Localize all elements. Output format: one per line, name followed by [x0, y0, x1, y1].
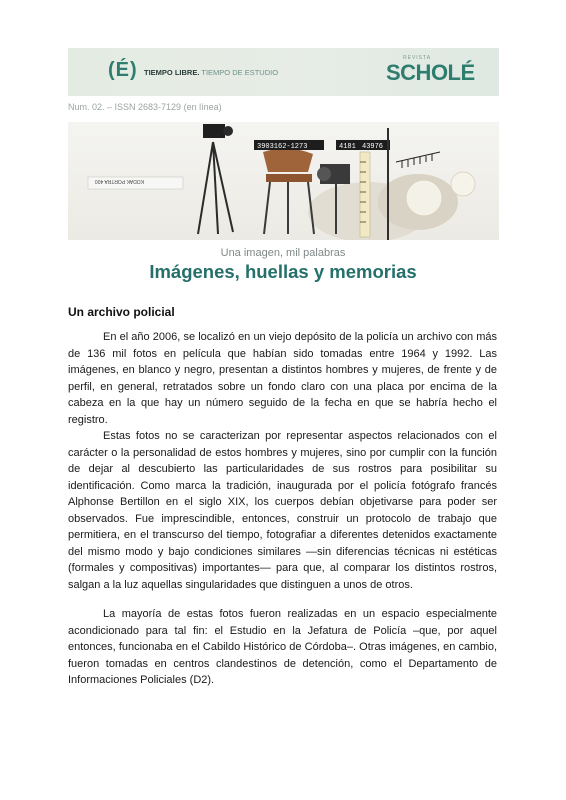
journal-tagline: [144, 68, 278, 77]
article-kicker: Una imagen, mil palabras: [220, 247, 346, 259]
section-heading: Un archivo policial: [68, 305, 175, 319]
dandelion-icon: [406, 180, 442, 216]
tagline-rest: TIEMPO DE ESTUDIO: [199, 68, 279, 77]
comb-icon: [396, 152, 440, 168]
hero-collage-image: [68, 122, 499, 240]
tagline-strong: TIEMPO LIBRE.: [144, 68, 200, 77]
body-paragraph-3: La mayoría de estas fotos fueron realizadas en un espacio especialmente acondicionado para tal fin: el Estudio en la Jefatura de Policía –que, por aquel entonces, funcionaba en el Cabildo Histórico de Córdoba–. Otras imágenes, en cambio, fueron tomadas en centros clandestinos de detención, como el Departamento de Informaciones Policiales (D2).: [68, 608, 497, 686]
journal-logo-mark: (É): [108, 59, 138, 81]
article-title: Imágenes, huellas y memorias: [149, 261, 417, 282]
dandelion-icon-2: [451, 172, 475, 196]
hero-collage-illustration: [68, 122, 499, 240]
journal-logo-name: SCHOLÉ: [386, 60, 475, 85]
film-strip-icon: [88, 177, 183, 189]
issn-line: Num. 02. – ISSN 2683-7129 (en línea): [68, 102, 222, 112]
id-plaque-3: [360, 140, 390, 151]
journal-kicker: REVISTA: [403, 55, 432, 61]
tripod-camera-icon: [198, 142, 233, 234]
svg-text:43976: 43976: [362, 143, 384, 151]
ruler-icon: [360, 152, 370, 237]
chair-icon: [263, 148, 314, 234]
svg-text:KODAK PORTRA 400: KODAK PORTRA 400: [94, 178, 144, 184]
svg-text:3903162-1273: 3903162-1273: [257, 143, 308, 151]
body-paragraph-2: Estas fotos no se caracterizan por representar aspectos relacionados con el carácter o la personalidad de estos hombres y mujeres, sino por cumplir con la función de dejar al descubierto las particularidades de sus rostros para posibilitar su identificación. Como marca la tradición, inaugurada por el policía fotógrafo francés Alphonse Bertillon en el siglo XIX, los cuerpos debían objetivarse para poder ser observados. Fue imprescindible, entonces, construir un protocolo de trabajo que permitiera, en el transcurso del tiempo, fotografiar a diferentes detenidos exactamente del mismo modo y bajo condiciones similares —sin diferencias técnicas ni estéticas (formales y compositivas) importantes— para que, al comparar los distintos rostros, salgan a la luz aquellas singularidades que distinguen a unos de otros.: [68, 430, 497, 591]
svg-text:4181: 4181: [339, 143, 356, 151]
body-paragraph-1: En el año 2006, se localizó en un viejo depósito de la policía un archivo con más de 136 mil fotos en película que habían sido tomadas entre 1964 y 1992. Las imágenes, en blanco y negro, presentan a distintos hombres y mujeres, de frente y de perfil, en general, retratados sobre un fondo claro con una placa por encima de la cabeza en la que hay un número seguido de la fecha en que se habría hecho el registro.: [68, 331, 497, 426]
camera-body: [203, 124, 225, 138]
journal-banner: [68, 48, 499, 96]
id-plaque-1: [254, 140, 324, 151]
